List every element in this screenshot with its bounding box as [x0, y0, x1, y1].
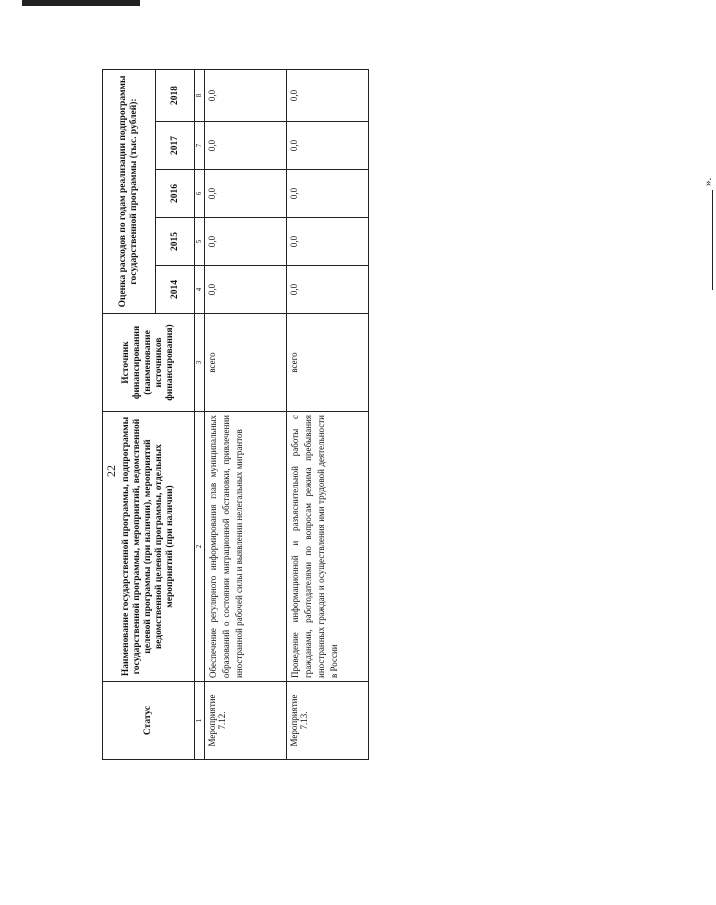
column-index: 5	[195, 218, 205, 266]
row-status: Мероприятие 7.13.	[287, 682, 369, 760]
closing-line	[702, 170, 716, 290]
row-value: 0,0	[287, 266, 369, 314]
expenditure-table	[102, 69, 369, 760]
row-value: 0,0	[287, 170, 369, 218]
page-number: 22	[104, 465, 118, 477]
row-value: 0,0	[287, 122, 369, 170]
column-index: 6	[195, 170, 205, 218]
header-year: 2018	[156, 69, 195, 121]
header-year: 2016	[156, 170, 195, 218]
column-index: 4	[195, 266, 205, 314]
row-value: 0,0	[287, 69, 369, 121]
row-source: всего	[287, 314, 369, 412]
closing-quote: ».	[702, 177, 714, 186]
row-status: Мероприятие 7.12.	[205, 682, 287, 760]
row-value: 0,0	[287, 218, 369, 266]
row-value: 0,0	[205, 170, 287, 218]
header-cost: Оценка расходов по годам реализации подпрограммы государственной программы (тыс. рублей):	[103, 69, 156, 313]
column-index: 8	[195, 69, 205, 121]
row-value: 0,0	[205, 266, 287, 314]
row-name: Обеспечение регулярного информирования глав муниципальных образований о состоянии миграционной обстановки, привлечении иностранной рабочей силы и выявлении нелегальных мигрантов	[205, 412, 287, 682]
header-year: 2015	[156, 218, 195, 266]
column-index: 3	[195, 314, 205, 412]
rotated-page-content	[102, 60, 714, 760]
column-index: 2	[195, 412, 205, 682]
row-value: 0,0	[205, 69, 287, 121]
column-index: 7	[195, 122, 205, 170]
table-row	[205, 69, 287, 759]
header-year: 2017	[156, 122, 195, 170]
signature-line	[712, 190, 713, 290]
row-value: 0,0	[205, 218, 287, 266]
header-year: 2014	[156, 266, 195, 314]
header-name: Наименование государственной программы, подпрограммы государственной программы, мероприятий, ведомственной целевой программы (при наличии), мероприятий ведомственной целевой программы, отдельных мероприятий (при наличии)	[103, 412, 195, 682]
column-index: 1	[195, 682, 205, 760]
row-value: 0,0	[205, 122, 287, 170]
header-row-1	[103, 69, 156, 759]
row-name: Проведение информационной и разъяснительной работы с гражданами, работодателями по вопросам режима пребывания иностранных граждан и осуществления ими трудовой деятельности в России	[287, 412, 369, 682]
top-edge-bar	[22, 0, 140, 6]
header-source: Источник финансирования (наименование источников финансирования)	[103, 314, 195, 412]
header-status: Статус	[103, 682, 195, 760]
row-source: всего	[205, 314, 287, 412]
column-index-row	[195, 69, 205, 759]
table-row	[287, 69, 369, 759]
